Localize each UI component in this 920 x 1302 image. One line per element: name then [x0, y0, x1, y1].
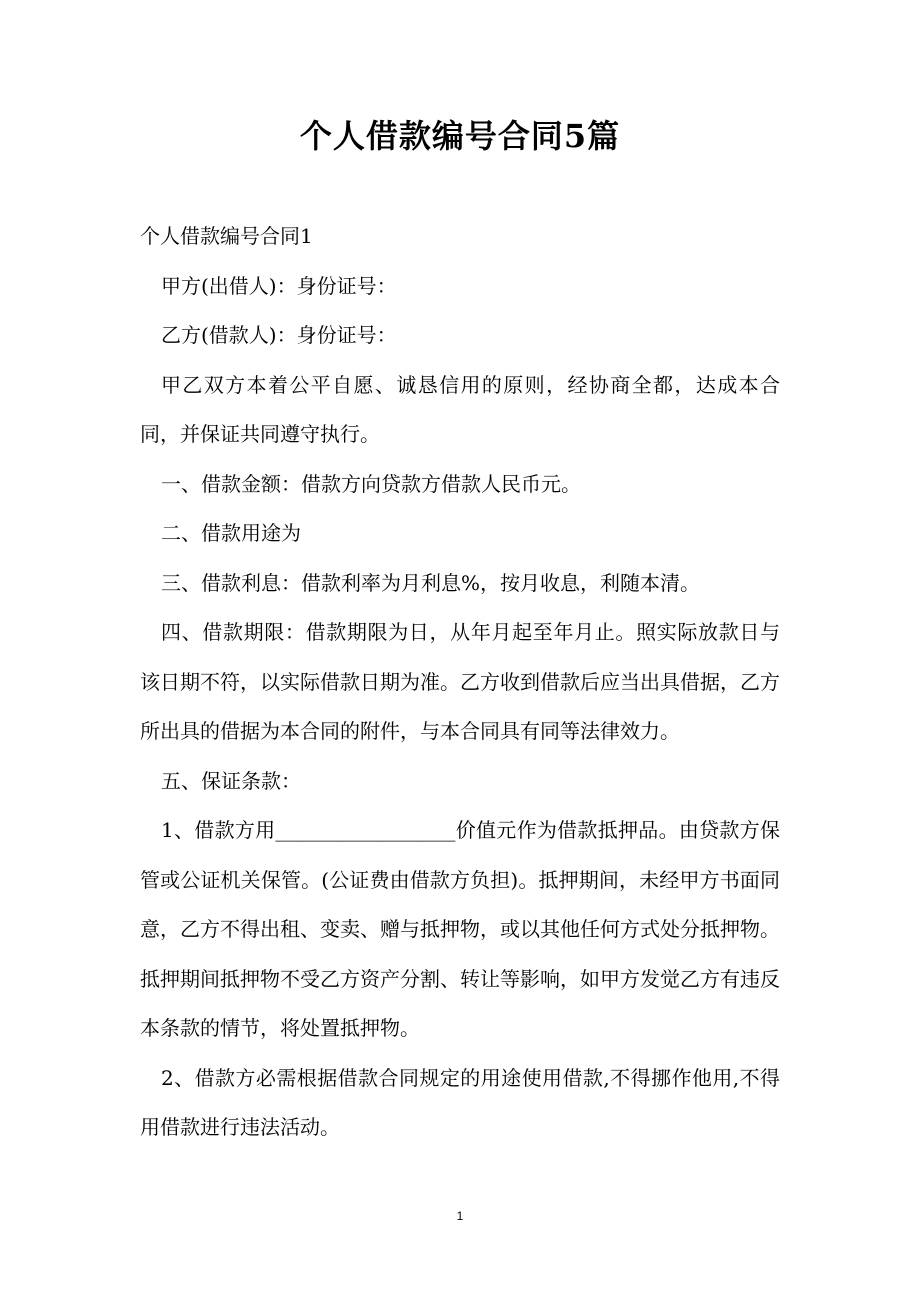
document-title: 个人借款编号合同5篇	[299, 117, 621, 155]
paragraph-loan-purpose: 二、借款用途为	[161, 521, 301, 545]
paragraph-guarantee-heading: 五、保证条款：	[161, 768, 301, 793]
paragraph-guarantee-1: 1、借款方用__________________价值元作为借款抵押品。由贷款方保管或公证机关保管。(公证费由借款方负担)。抵押期间，未经甲方书面同意，乙方不得出租、变卖、赠与抵押物，或以其他任何方式处分抵押物。抵押期间抵押物不受乙方资产分割、转让等影响，如甲方发觉乙方有违反本条款的情节，将处置抵押物。	[140, 818, 780, 1040]
paragraph-preamble: 甲乙双方本着公平自愿、诚恳信用的原则，经协商全都，达成本合同，并保证共同遵守执行。	[140, 372, 780, 446]
paragraph-loan-amount: 一、借款金额：借款方向贷款方借款人民币元。	[161, 471, 581, 496]
paragraph-borrower: 乙方(借款人)：身份证号：	[161, 323, 397, 347]
section-heading: 个人借款编号合同1	[140, 224, 313, 248]
paragraph-loan-interest: 三、借款利息：借款利率为月利息%，按月收息，利随本清。	[161, 570, 701, 595]
document-body	[140, 212, 780, 1153]
page-number: 1	[456, 1209, 464, 1223]
paragraph-guarantee-2: 2、借款方必需根据借款合同规定的用途使用借款,不得挪作他用,不得用借款进行违法活动。	[140, 1065, 780, 1139]
paragraph-loan-term: 四、借款期限：借款期限为日，从年月起至年月止。照实际放款日与该日期不符，以实际借款日期为准。乙方收到借款后应当出具借据，乙方所出具的借据为本合同的附件，与本合同具有同等法律效力。	[140, 620, 780, 743]
paragraph-lender: 甲方(出借人)：身份证号：	[161, 273, 397, 298]
